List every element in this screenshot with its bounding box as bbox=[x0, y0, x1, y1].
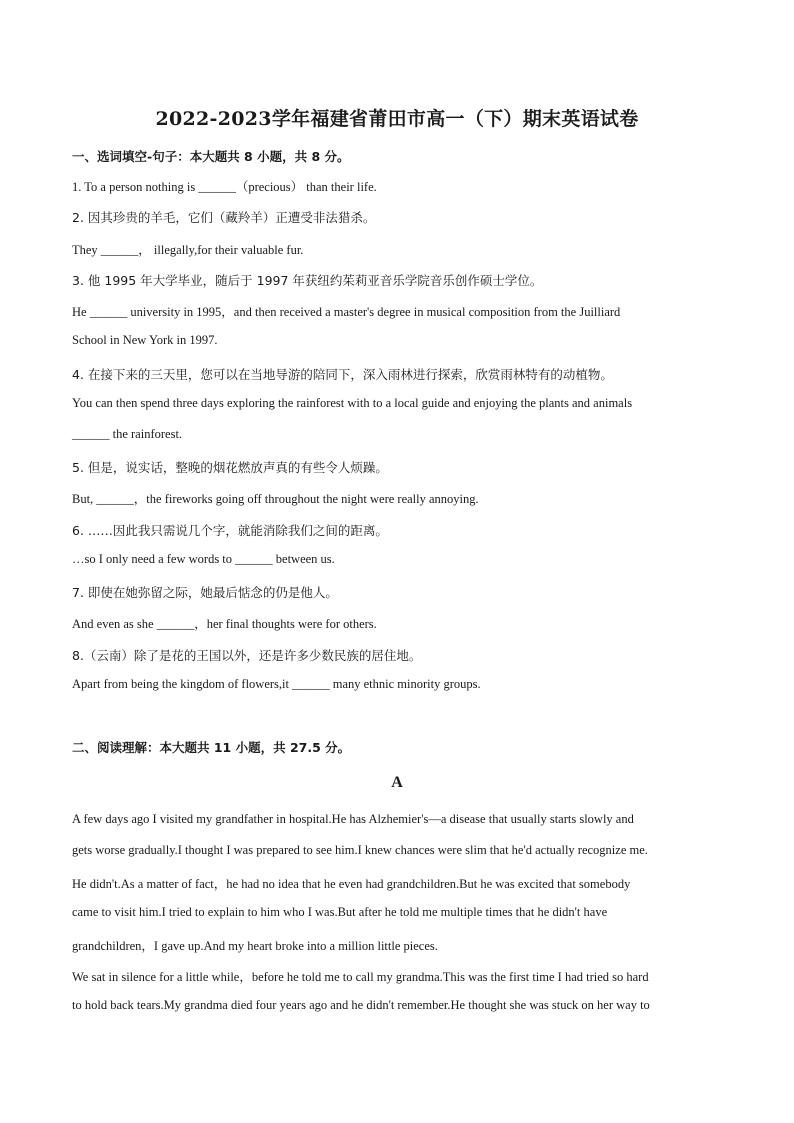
passage-line: gets worse gradually.I thought I was prepared to see him.I knew chances were slim that he'd actually recognize me. bbox=[72, 843, 648, 857]
section-2-heading: 二、阅读理解：本大题共 11 小题，共 27.5 分。 bbox=[72, 740, 351, 755]
question-3-en-line-1: He ______ university in 1995，and then received a master's degree in musical composition from the Juilliard bbox=[72, 305, 621, 319]
passage-line: grandchildren，I gave up.And my heart broke into a million little pieces. bbox=[72, 939, 438, 953]
question-4-en-line-1: You can then spend three days exploring the rainforest with to a local guide and enjoying the plants and animals bbox=[72, 396, 633, 410]
question-8-cn: 8.（云南）除了是花的王国以外，还是许多少数民族的居住地。 bbox=[72, 648, 422, 663]
question-7-en: And even as she ______，her final thoughts were for others. bbox=[72, 617, 377, 631]
question-4-cn: 4. 在接下来的三天里，您可以在当地导游的陪同下，深入雨林进行探索，欣赏雨林特有的动植物。 bbox=[72, 367, 613, 382]
passage-line: A few days ago I visited my grandfather in hospital.He has Alzhemier's—a disease that usually starts slowly and bbox=[72, 812, 634, 826]
question-7-cn: 7. 即使在她弥留之际，她最后惦念的仍是他人。 bbox=[72, 585, 338, 600]
question-5-cn: 5. 但是，说实话，整晚的烟花燃放声真的有些令人烦躁。 bbox=[72, 460, 388, 475]
question-2-en: They ______， illegally,for their valuable fur. bbox=[72, 243, 304, 257]
page-title: 2022-2023学年福建省莆田市高一（下）期末英语试卷 bbox=[155, 108, 639, 130]
passage-line: He didn't.As a matter of fact，he had no idea that he even had grandchildren.But he was excited that somebody bbox=[72, 877, 631, 891]
section-1-heading: 一、选词填空-句子：本大题共 8 小题，共 8 分。 bbox=[72, 149, 350, 164]
passage-line: came to visit him.I tried to explain to him who I was.But after he told me multiple times that he didn't have bbox=[72, 905, 608, 919]
question-1: 1. To a person nothing is ______（precious） than their life. bbox=[72, 180, 377, 194]
question-4-en-line-2: ______ the rainforest. bbox=[72, 427, 183, 441]
question-8-en: Apart from being the kingdom of flowers,it ______ many ethnic minority groups. bbox=[72, 677, 481, 691]
question-2-cn: 2. 因其珍贵的羊毛，它们（藏羚羊）正遭受非法猎杀。 bbox=[72, 210, 376, 225]
question-3-cn: 3. 他 1995 年大学毕业，随后于 1997 年获纽约茱莉亚音乐学院音乐创作硕士学位。 bbox=[72, 273, 543, 288]
question-5-en: But, ______，the fireworks going off throughout the night were really annoying. bbox=[72, 492, 479, 506]
passage-line: to hold back tears.My grandma died four years ago and he didn't remember.He thought she was stuck on her way to bbox=[72, 998, 650, 1012]
passage-line: We sat in silence for a little while，before he told me to call my grandma.This was the first time I had tried so hard bbox=[72, 970, 649, 984]
question-6-en: …so I only need a few words to ______ between us. bbox=[72, 552, 335, 566]
passage-label: A bbox=[391, 774, 403, 791]
question-6-cn: 6. ……因此我只需说几个字，就能消除我们之间的距离。 bbox=[72, 523, 388, 538]
question-3-en-line-2: School in New York in 1997. bbox=[72, 333, 218, 347]
